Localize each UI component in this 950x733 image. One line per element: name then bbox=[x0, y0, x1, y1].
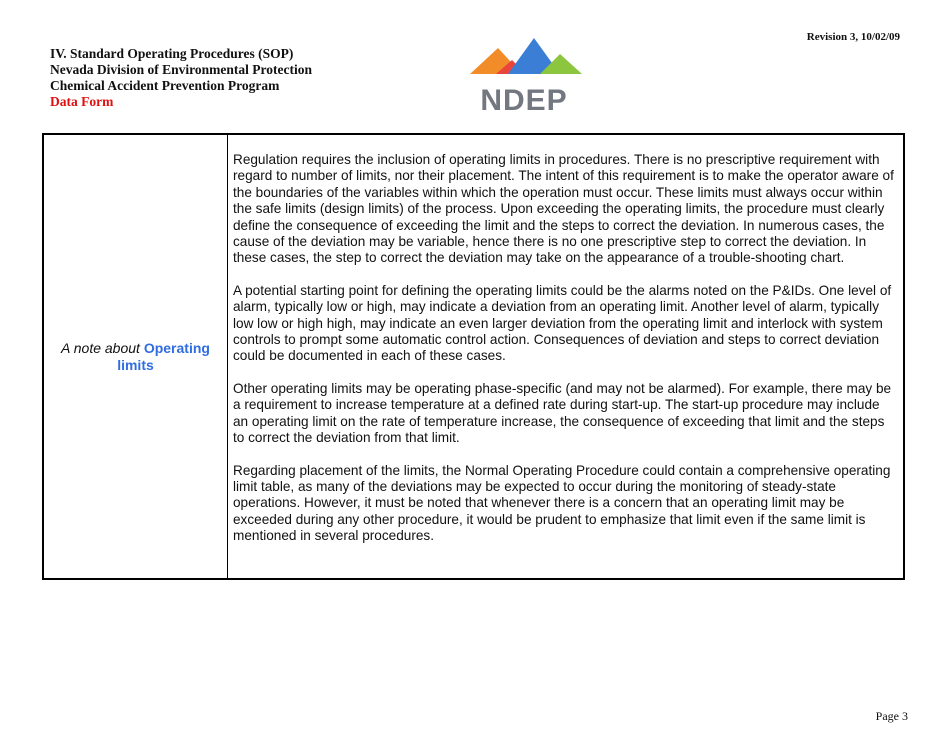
topic-highlight: Operating limits bbox=[117, 339, 210, 373]
topic-cell bbox=[44, 135, 228, 578]
logo-text: NDEP bbox=[480, 84, 568, 117]
paragraph: Regarding placement of the limits, the Normal Operating Procedure could contain a comprehensive operating limit table, as many of the deviations may be expected to occur during the monitoring of steady-state operations. However, it must be noted that whenever there is a concern that an operating limit may be exceeded during any other procedure, it would be prudent to emphasize that limit even if the same limit is mentioned in several procedures. bbox=[233, 462, 891, 544]
paragraph: A potential starting point for defining the operating limits could be the alarms noted on the P&IDs. One level of alarm, typically low or high, may indicate a deviation from an operating limit. Another level of alarm, typically low low or high high, may indicate an even larger deviation from the operating limit and interlock with system controls to prompt some automatic control action. Consequences of deviation and steps to correct deviation could be documented in each of these cases. bbox=[233, 282, 892, 364]
topic-prefix: A note about bbox=[61, 339, 140, 356]
ndep-logo bbox=[460, 34, 588, 118]
mountain-logo-icon bbox=[460, 34, 588, 84]
topic-label bbox=[54, 340, 217, 374]
header-agency: Nevada Division of Environmental Protection bbox=[50, 62, 312, 77]
document-header bbox=[50, 46, 312, 110]
paragraph: Other operating limits may be operating phase-specific (and may not be alarmed). For example, there may be a requirement to increase temperature at a defined rate during start-up. The start-up procedure may include an operating limit on the rate of temperature increase, the consequence of exceeding that limit and the steps to correct the deviation from that limit. bbox=[233, 380, 892, 446]
revision-label: Revision 3, 10/02/09 bbox=[806, 31, 900, 43]
header-title: IV. Standard Operating Procedures (SOP) bbox=[50, 46, 294, 61]
description-cell bbox=[228, 135, 903, 578]
header-form-label: Data Form bbox=[50, 94, 114, 109]
header-program: Chemical Accident Prevention Program bbox=[50, 78, 280, 93]
paragraph: Regulation requires the inclusion of operating limits in procedures. There is no prescriptive requirement with regard to number of limits, nor their placement. The intent of this requirement is to make the operator aware of the boundaries of the variables within which the operation must occur. These limits must always occur within the safe limits (design limits) of the process. Upon exceeding the operating limits, the procedure must clearly define the consequence of exceeding the limit and the steps to correct the deviation. In numerous cases, the cause of the deviation may be variable, hence there is no one prescriptive step to correct the deviation. In these cases, the step to correct the deviation may take on the appearance of a trouble-shooting chart. bbox=[233, 152, 894, 266]
content-table bbox=[42, 133, 905, 580]
page-number: Page 3 bbox=[875, 709, 908, 723]
